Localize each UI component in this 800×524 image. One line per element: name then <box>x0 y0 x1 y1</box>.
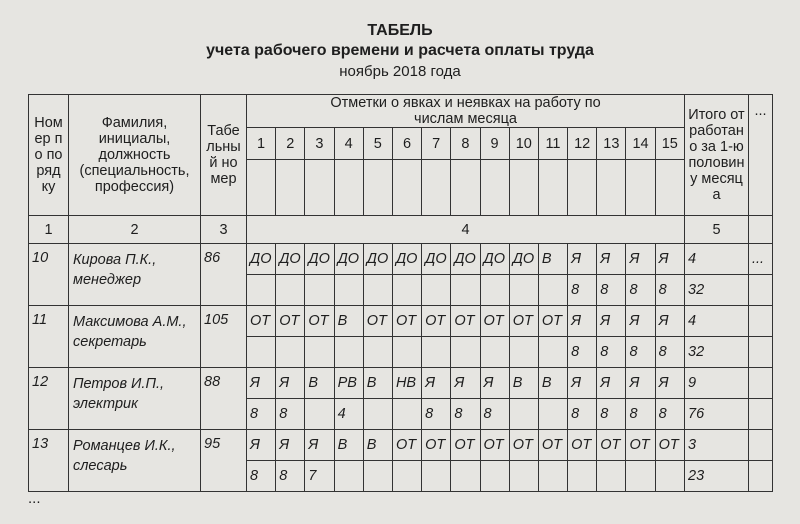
hours-cell <box>276 275 305 306</box>
header-more: ... <box>749 95 773 216</box>
attendance-mark: Я <box>655 306 684 337</box>
hours-cell <box>363 461 392 492</box>
attendance-mark: ОТ <box>247 306 276 337</box>
hours-cell: 8 <box>247 399 276 430</box>
hours-cell <box>538 337 567 368</box>
hours-cell <box>422 337 451 368</box>
header-number: Номер по порядку <box>29 95 69 216</box>
attendance-mark: ОТ <box>422 430 451 461</box>
attendance-mark: ДО <box>305 244 334 275</box>
tab-number: 105 <box>201 306 247 368</box>
employee-name-text: Максимова А.М., секретарь <box>73 314 187 350</box>
total-hours: 23 <box>685 461 749 492</box>
attendance-mark: ОТ <box>480 306 509 337</box>
day-header-blank <box>568 160 597 216</box>
attendance-mark: ОТ <box>538 430 567 461</box>
attendance-mark: ОТ <box>276 306 305 337</box>
employee-name <box>69 244 201 306</box>
header-tab-number: Табельный номер <box>201 95 247 216</box>
header-marks: Отметки о явках и неявках на работу по числам месяца <box>247 95 685 128</box>
hours-cell <box>247 337 276 368</box>
hours-cell <box>451 275 480 306</box>
hours-cell: 8 <box>276 399 305 430</box>
tab-number: 95 <box>201 430 247 492</box>
column-number: 4 <box>247 216 685 244</box>
day-header: 15 <box>655 128 684 160</box>
attendance-mark: Я <box>597 244 626 275</box>
hours-cell: 8 <box>568 337 597 368</box>
attendance-mark: ДО <box>509 244 538 275</box>
attendance-mark: ДО <box>422 244 451 275</box>
hours-cell <box>597 461 626 492</box>
total-days: 4 <box>685 244 749 275</box>
attendance-mark: Я <box>480 368 509 399</box>
attendance-mark: Я <box>597 306 626 337</box>
hours-cell: 8 <box>655 275 684 306</box>
attendance-mark: ОТ <box>509 430 538 461</box>
attendance-mark: ДО <box>451 244 480 275</box>
attendance-mark: ОТ <box>451 430 480 461</box>
hours-cell: 8 <box>422 399 451 430</box>
attendance-mark: ДО <box>363 244 392 275</box>
total-days: 9 <box>685 368 749 399</box>
day-header-blank <box>276 160 305 216</box>
day-header: 1 <box>247 128 276 160</box>
attendance-mark: ОТ <box>655 430 684 461</box>
day-header-blank <box>509 160 538 216</box>
day-header: 3 <box>305 128 334 160</box>
attendance-mark: Я <box>305 430 334 461</box>
day-header-blank <box>538 160 567 216</box>
attendance-mark: В <box>538 244 567 275</box>
hours-cell <box>538 461 567 492</box>
hours-cell <box>363 275 392 306</box>
hours-cell <box>480 337 509 368</box>
attendance-mark: ОТ <box>626 430 655 461</box>
day-header-blank <box>626 160 655 216</box>
hours-cell <box>334 461 363 492</box>
hours-cell <box>451 461 480 492</box>
attendance-mark: ОТ <box>451 306 480 337</box>
day-header: 14 <box>626 128 655 160</box>
attendance-mark: ОТ <box>568 430 597 461</box>
table-row <box>29 306 773 337</box>
hours-cell <box>480 275 509 306</box>
hours-cell: 8 <box>597 399 626 430</box>
column-number: 1 <box>29 216 69 244</box>
timesheet-table <box>28 94 773 492</box>
total-days: 4 <box>685 306 749 337</box>
tab-number: 88 <box>201 368 247 430</box>
hours-cell: 8 <box>597 275 626 306</box>
extra-cell <box>749 461 773 492</box>
hours-cell: 8 <box>480 399 509 430</box>
row-number: 13 <box>29 430 69 492</box>
continuation-mark: ... <box>28 490 41 507</box>
document-period: ноябрь 2018 года <box>339 63 461 80</box>
hours-cell <box>305 275 334 306</box>
column-number-blank <box>749 216 773 244</box>
employee-name <box>69 430 201 492</box>
document-title: ТАБЕЛЬ <box>367 22 433 39</box>
attendance-mark: ДО <box>392 244 421 275</box>
extra-cell <box>749 275 773 306</box>
hours-cell <box>422 275 451 306</box>
row-number: 10 <box>29 244 69 306</box>
hours-cell: 8 <box>655 399 684 430</box>
attendance-mark: В <box>334 306 363 337</box>
column-number: 2 <box>69 216 201 244</box>
extra-cell <box>749 368 773 399</box>
employee-name <box>69 368 201 430</box>
hours-cell: 8 <box>247 461 276 492</box>
day-header-blank <box>247 160 276 216</box>
day-header-blank <box>305 160 334 216</box>
day-header-blank <box>597 160 626 216</box>
attendance-mark: В <box>305 368 334 399</box>
total-days: 3 <box>685 430 749 461</box>
extra-cell <box>749 399 773 430</box>
column-number: 3 <box>201 216 247 244</box>
employee-name <box>69 306 201 368</box>
extra-cell: ... <box>749 244 773 275</box>
hours-cell <box>655 461 684 492</box>
attendance-mark: Я <box>276 368 305 399</box>
attendance-mark: Я <box>247 430 276 461</box>
attendance-mark: ОТ <box>422 306 451 337</box>
attendance-mark: ОТ <box>363 306 392 337</box>
attendance-mark: РВ <box>334 368 363 399</box>
day-header: 9 <box>480 128 509 160</box>
attendance-mark: ДО <box>247 244 276 275</box>
day-header: 5 <box>363 128 392 160</box>
attendance-mark: Я <box>451 368 480 399</box>
day-header: 4 <box>334 128 363 160</box>
day-header: 7 <box>422 128 451 160</box>
hours-cell <box>509 399 538 430</box>
extra-cell <box>749 337 773 368</box>
attendance-mark: ОТ <box>597 430 626 461</box>
hours-cell <box>363 337 392 368</box>
hours-cell <box>305 399 334 430</box>
total-hours: 76 <box>685 399 749 430</box>
hours-cell <box>509 337 538 368</box>
attendance-mark: Я <box>655 244 684 275</box>
employee-name-text: Кирова П.К., менеджер <box>73 252 157 288</box>
hours-cell: 8 <box>626 275 655 306</box>
day-header: 11 <box>538 128 567 160</box>
day-header: 10 <box>509 128 538 160</box>
attendance-mark: Я <box>568 244 597 275</box>
hours-cell <box>334 275 363 306</box>
day-header-blank <box>392 160 421 216</box>
header-name: Фамилия, инициалы, должность (специальность, профессия) <box>69 95 201 216</box>
total-hours: 32 <box>685 275 749 306</box>
extra-cell <box>749 306 773 337</box>
day-header: 6 <box>392 128 421 160</box>
day-header-blank <box>480 160 509 216</box>
hours-cell: 8 <box>597 337 626 368</box>
hours-cell <box>568 461 597 492</box>
hours-cell: 8 <box>626 399 655 430</box>
row-number: 12 <box>29 368 69 430</box>
hours-cell <box>451 337 480 368</box>
employee-name-text: Романцев И.К., слесарь <box>73 438 176 474</box>
hours-cell <box>480 461 509 492</box>
extra-cell <box>749 430 773 461</box>
day-header: 8 <box>451 128 480 160</box>
table-row <box>29 368 773 399</box>
attendance-mark: В <box>538 368 567 399</box>
hours-cell <box>334 337 363 368</box>
hours-cell <box>305 337 334 368</box>
table-row <box>29 244 773 275</box>
attendance-mark: ОТ <box>392 430 421 461</box>
attendance-mark: В <box>363 368 392 399</box>
day-header-blank <box>422 160 451 216</box>
attendance-mark: ДО <box>334 244 363 275</box>
hours-cell <box>392 275 421 306</box>
day-header-blank <box>451 160 480 216</box>
day-header: 2 <box>276 128 305 160</box>
attendance-mark: Я <box>626 306 655 337</box>
attendance-mark: В <box>509 368 538 399</box>
attendance-mark: Я <box>597 368 626 399</box>
hours-cell: 8 <box>276 461 305 492</box>
attendance-mark: ДО <box>480 244 509 275</box>
tab-number: 86 <box>201 244 247 306</box>
hours-cell <box>392 399 421 430</box>
hours-cell <box>509 461 538 492</box>
hours-cell <box>509 275 538 306</box>
attendance-mark: ОТ <box>480 430 509 461</box>
header-total: Итого отработано за 1-ю половину месяца <box>685 95 749 216</box>
attendance-mark: ОТ <box>305 306 334 337</box>
attendance-mark: Я <box>655 368 684 399</box>
attendance-mark: НВ <box>392 368 421 399</box>
attendance-mark: Я <box>568 306 597 337</box>
document-subtitle: учета рабочего времени и расчета оплаты труда <box>206 42 594 59</box>
day-header: 13 <box>597 128 626 160</box>
attendance-mark: ОТ <box>538 306 567 337</box>
hours-cell <box>626 461 655 492</box>
hours-cell <box>538 275 567 306</box>
hours-cell <box>538 399 567 430</box>
attendance-mark: Я <box>247 368 276 399</box>
table-row <box>29 430 773 461</box>
attendance-mark: В <box>363 430 392 461</box>
attendance-mark: Я <box>626 368 655 399</box>
attendance-mark: Я <box>422 368 451 399</box>
hours-cell <box>422 461 451 492</box>
hours-cell: 8 <box>626 337 655 368</box>
row-number: 11 <box>29 306 69 368</box>
hours-cell: 8 <box>451 399 480 430</box>
day-header-blank <box>363 160 392 216</box>
hours-cell <box>363 399 392 430</box>
attendance-mark: В <box>334 430 363 461</box>
hours-cell: 8 <box>655 337 684 368</box>
attendance-mark: Я <box>568 368 597 399</box>
employee-name-text: Петров И.П., электрик <box>73 376 165 412</box>
hours-cell <box>276 337 305 368</box>
hours-cell <box>247 275 276 306</box>
attendance-mark: ДО <box>276 244 305 275</box>
hours-cell <box>392 337 421 368</box>
attendance-mark: ОТ <box>392 306 421 337</box>
day-header: 12 <box>568 128 597 160</box>
day-header-blank <box>655 160 684 216</box>
attendance-mark: ОТ <box>509 306 538 337</box>
hours-cell: 8 <box>568 399 597 430</box>
column-number: 5 <box>685 216 749 244</box>
attendance-mark: Я <box>626 244 655 275</box>
hours-cell: 7 <box>305 461 334 492</box>
hours-cell <box>392 461 421 492</box>
hours-cell: 8 <box>568 275 597 306</box>
day-header-blank <box>334 160 363 216</box>
total-hours: 32 <box>685 337 749 368</box>
hours-cell: 4 <box>334 399 363 430</box>
attendance-mark: Я <box>276 430 305 461</box>
